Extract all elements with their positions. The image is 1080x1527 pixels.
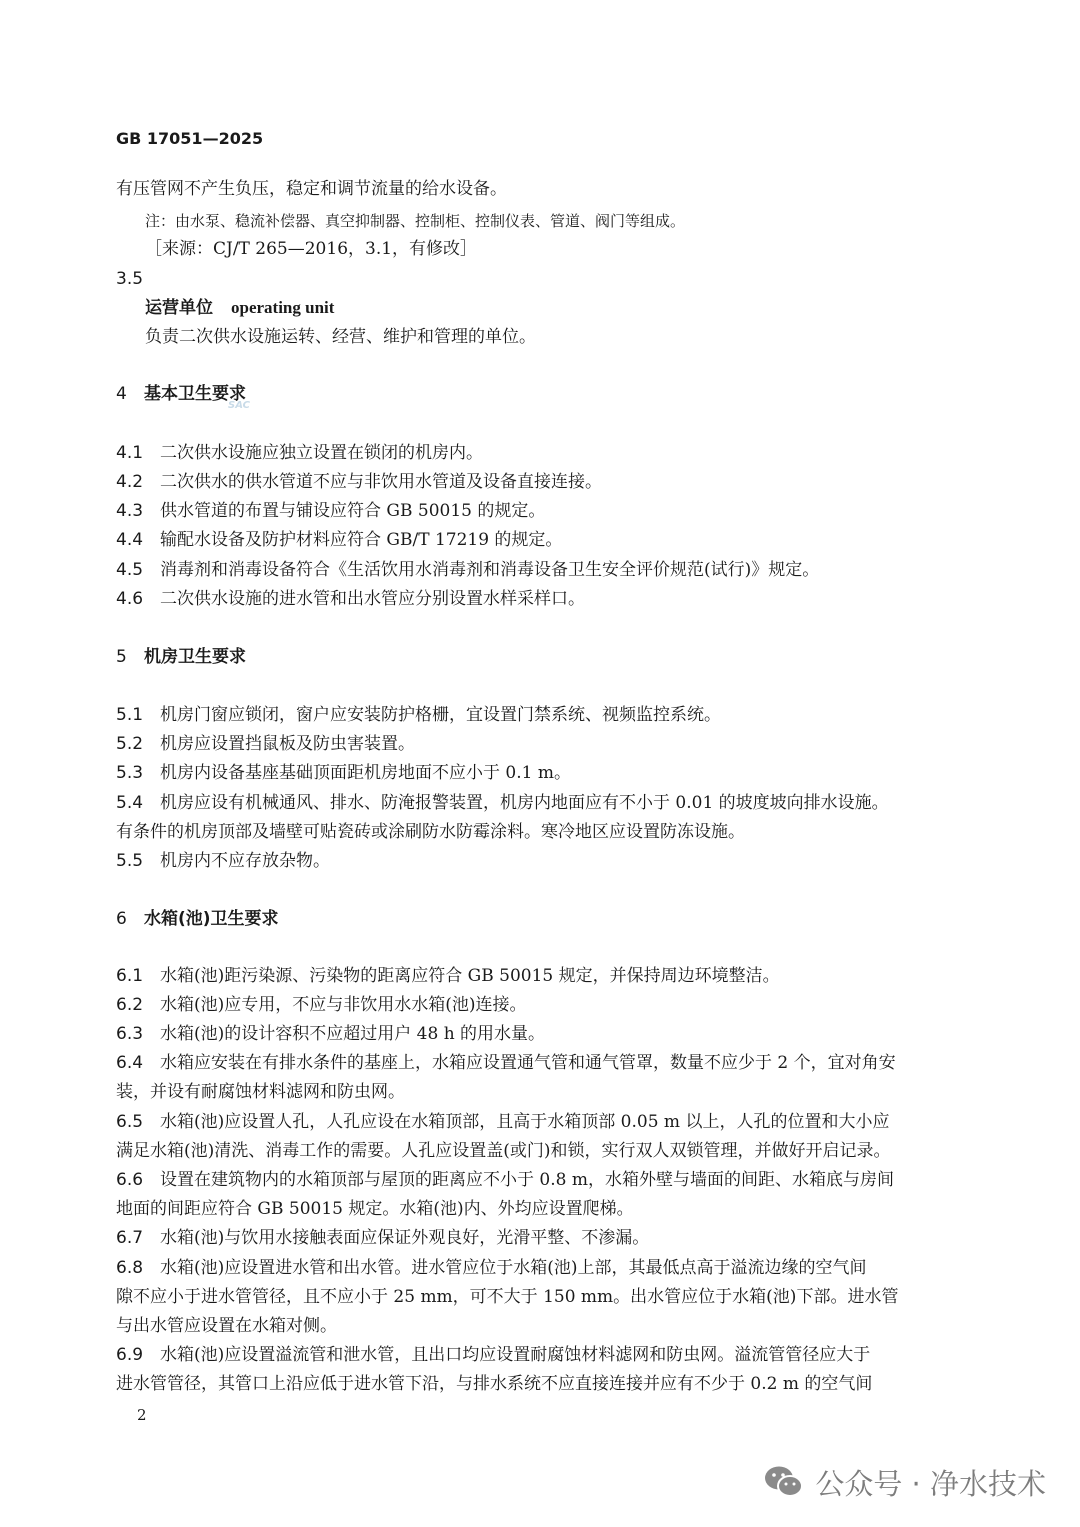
term-title	[145, 296, 985, 320]
clause-6-6-cont: 地面的间距应符合 GB 50015 规定。水箱(池)内、外均应设置爬梯。	[116, 1199, 634, 1219]
section-6-heading	[116, 907, 956, 931]
clause-4-1: 4.1 二次供水设施应独立设置在锁闭的机房内。	[116, 443, 483, 463]
term-definition: 负责二次供水设施运转、经营、维护和管理的单位。	[145, 327, 536, 347]
term-en: operating unit	[231, 298, 335, 317]
section-4-number: 4	[116, 384, 127, 404]
footer-watermark	[763, 1462, 1046, 1502]
clause-6-1: 6.1 水箱(池)距污染源、污染物的距离应符合 GB 50015 规定，并保持周边环境整洁。	[116, 966, 780, 986]
intro-note: 注：由水泵、稳流补偿器、真空抑制器、控制柜、控制仪表、管道、阀门等组成。	[145, 212, 686, 230]
wechat-icon	[763, 1464, 805, 1500]
page-number: 2	[137, 1406, 147, 1424]
clause-4-4: 4.4 输配水设备及防护材料应符合 GB/T 17219 的规定。	[116, 530, 563, 550]
clause-6-6: 6.6 设置在建筑物内的水箱顶部与屋顶的距离应不小于 0.8 m，水箱外壁与墙面的间距、水箱底与房间	[116, 1170, 894, 1190]
clause-5-4-cont: 有条件的机房顶部及墙壁可贴瓷砖或涂刷防水防霉涂料。寒冷地区应设置防冻设施。	[116, 822, 745, 842]
section-5-heading	[116, 645, 956, 669]
intro-source: ［来源：CJ/T 265—2016，3.1，有修改］	[145, 239, 478, 259]
clause-6-8-cont-1: 隙不应小于进水管管径，且不应小于 25 mm，可不大于 150 mm。出水管应位于水箱(池)下部。进水管	[116, 1287, 899, 1307]
clause-4-5: 4.5 消毒剂和消毒设备符合《生活饮用水消毒剂和消毒设备卫生安全评价规范(试行)》规定。	[116, 560, 820, 580]
clause-6-4: 6.4 水箱应安装在有排水条件的基座上，水箱应设置通气管和通气管罩，数量不应少于 2 个，宜对角安	[116, 1053, 896, 1073]
clause-6-3: 6.3 水箱(池)的设计容积不应超过用户 48 h 的用水量。	[116, 1024, 546, 1044]
clause-5-2: 5.2 机房应设置挡鼠板及防虫害装置。	[116, 734, 415, 754]
clause-6-9-cont: 进水管管径，其管口上沿应低于进水管下沿，与排水系统不应直接连接并应有不少于 0.2 m 的空气间	[116, 1374, 873, 1394]
doc-code: GB 17051—2025	[116, 129, 264, 148]
clause-4-2: 4.2 二次供水的供水管道不应与非饮用水管道及设备直接连接。	[116, 472, 602, 492]
term-zh: 运营单位	[145, 298, 213, 318]
section-5-number: 5	[116, 647, 127, 667]
footer-watermark-text: 公众号 · 净水技术	[815, 1466, 1046, 1501]
clause-4-6: 4.6 二次供水设施的进水管和出水管应分别设置水样采样口。	[116, 589, 585, 609]
clause-6-5: 6.5 水箱(池)应设置人孔，人孔应设在水箱顶部，且高于水箱顶部 0.05 m 以上，人孔的位置和大小应	[116, 1112, 890, 1132]
clause-6-8: 6.8 水箱(池)应设置进水管和出水管。进水管应位于水箱(池)上部，其最低点高于溢流边缘的空气间	[116, 1258, 867, 1278]
section-6-title: 水箱(池)卫生要求	[144, 909, 279, 929]
clause-6-4-cont: 装，并设有耐腐蚀材料滤网和防虫网。	[116, 1082, 405, 1102]
term-number: 3.5	[116, 269, 144, 289]
clause-4-3: 4.3 供水管道的布置与铺设应符合 GB 50015 的规定。	[116, 501, 546, 521]
clause-5-4: 5.4 机房应设有机械通风、排水、防淹报警装置，机房内地面应有不小于 0.01 的坡度坡向排水设施。	[116, 793, 889, 813]
clause-6-2: 6.2 水箱(池)应专用，不应与非饮用水水箱(池)连接。	[116, 995, 527, 1015]
intro-continuation: 有压管网不产生负压，稳定和调节流量的给水设备。	[116, 179, 507, 199]
section-6-number: 6	[116, 909, 127, 929]
clause-6-5-cont: 满足水箱(池)清洗、消毒工作的需要。人孔应设置盖(或门)和锁，实行双人双锁管理，并做好开启记录。	[116, 1141, 891, 1161]
section-4-title: 基本卫生要求	[144, 384, 246, 404]
clause-6-7: 6.7 水箱(池)与饮用水接触表面应保证外观良好，光滑平整、不渗漏。	[116, 1228, 650, 1248]
clause-6-8-cont-2: 与出水管应设置在水箱对侧。	[116, 1316, 337, 1336]
clause-6-9: 6.9 水箱(池)应设置溢流管和泄水管，且出口均应设置耐腐蚀材料滤网和防虫网。溢流管管径应大于	[116, 1345, 871, 1365]
sac-watermark: SAC	[228, 400, 250, 411]
clause-5-5: 5.5 机房内不应存放杂物。	[116, 851, 330, 871]
clause-5-1: 5.1 机房门窗应锁闭，窗户应安装防护格栅，宜设置门禁系统、视频监控系统。	[116, 705, 721, 725]
clause-5-3: 5.3 机房内设备基座基础顶面距机房地面不应小于 0.1 m。	[116, 763, 571, 783]
section-5-title: 机房卫生要求	[144, 647, 246, 667]
